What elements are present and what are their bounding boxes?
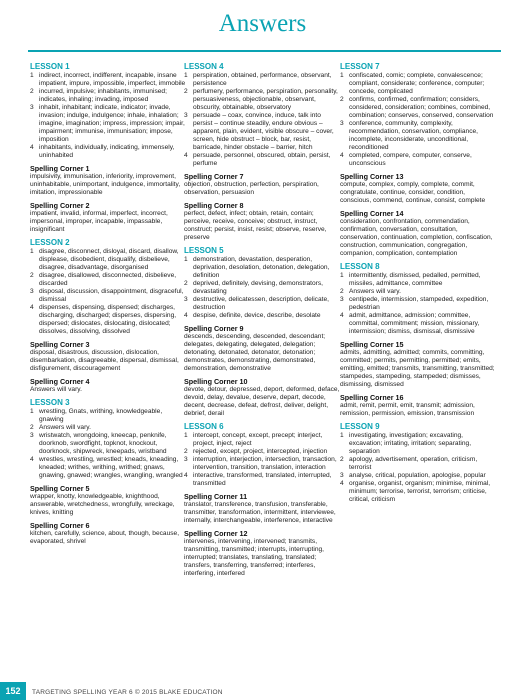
spelling-corner-heading: Spelling Corner 11 — [184, 492, 248, 501]
answer-text: despise, definite, device, describe, desolate — [193, 312, 321, 319]
answer-item — [30, 432, 186, 456]
answer-text: organise, organist, organism; minimise, minimal, minimum; terrorise, terrorist, terrorism; criticise, critical, criticism — [349, 480, 491, 503]
answer-item — [30, 104, 186, 144]
answer-text: disposal, discussion, disappointment, disgraceful, dismissal — [39, 288, 184, 303]
answer-number: 4 — [340, 152, 344, 159]
answer-number: 4 — [30, 144, 34, 151]
answer-item — [184, 256, 340, 280]
spelling-corner-heading: Spelling Corner 15 — [340, 340, 404, 349]
answer-number: 4 — [30, 456, 34, 463]
answer-text: wristwatch, wrongdoing, kneecap, penknife, doorknob, swordfight, topknot, knockout, doorknock, shipwreck, kneepads, wristband — [39, 432, 167, 455]
lesson-heading: LESSON 3 — [30, 398, 70, 407]
answer-item — [184, 472, 340, 488]
answer-item — [340, 120, 496, 152]
answer-text: impatient, invalid, informal, imperfect, incorrect, impersonal, improper, incapable, impassable, insignificant — [30, 210, 168, 233]
answer-item — [30, 144, 186, 160]
answer-text: Answers will vary. — [349, 288, 401, 295]
spelling-corner-heading: Spelling Corner 6 — [30, 521, 90, 530]
answer-text: persuade, personnel, obscured, obtain, persist, perfume — [193, 152, 331, 167]
answer-item — [30, 408, 186, 424]
spelling-corner-heading: Spelling Corner 2 — [30, 201, 90, 210]
answer-item — [340, 72, 496, 96]
answer-item — [30, 456, 186, 480]
answer-item — [184, 88, 340, 112]
spelling-corner-heading: Spelling Corner 5 — [30, 484, 90, 493]
answer-text: descends, descending, descended, descendant; delegates, delegating, delegated, delegation; detonating, detonated, detonator, detonation; demonstrates, demonstrating, demonstrated, demonstration, demonstrative — [184, 333, 326, 372]
answer-text: disagree, disconnect, disloyal, discard, disallow, displease, disobedient, disqualify, disbelieve, disagree, disadvantage, disorganised — [39, 248, 179, 271]
answer-text: rejected, except, project, intercepted, injection — [193, 448, 328, 455]
answer-number: 4 — [184, 152, 188, 159]
answer-number: 4 — [184, 472, 188, 479]
answer-item — [184, 448, 340, 456]
answer-text: Answers will vary. — [30, 386, 82, 393]
answer-number: 3 — [30, 104, 34, 111]
answer-item — [340, 152, 496, 168]
answer-text: compute, complex, comply, complete, commit, congratulate, continue, consider, condition, conscious, commend, continue, consist, complete — [340, 181, 486, 204]
spelling-corner-heading: Spelling Corner 4 — [30, 377, 90, 386]
answer-text: perfumery, performance, perspiration, personality, persuasiveness, objectionable, observant, obscurity, obtainable, observatory — [193, 88, 338, 111]
answer-item — [30, 72, 186, 88]
answer-text: confirms, confirmed, confirmation; considers, considered, consideration; combines, combined, combination; conserves, conserved, conservation — [349, 96, 494, 119]
answer-text: indirect, incorrect, indifferent, incapable, insane impatient, impure, impossible, imperfect, immobile — [39, 72, 186, 87]
answer-text: confiscated, comic; complete, convalescence; compliant, considerate; conference, computer; concede, complicated — [349, 72, 485, 95]
answer-text: perspiration, obtained, performance, observant, persistence — [193, 72, 332, 87]
answer-number: 2 — [340, 96, 344, 103]
answer-item — [184, 280, 340, 296]
answer-text: translator, transference, transfusion, transferable, transmitter, transformation, intermittent, interviewee, internally, interchangeable, interference, interactive — [184, 501, 336, 524]
answer-item — [340, 432, 496, 456]
answer-text: investigating, investigation; excavating, excavation; irritating, irritation; separating, separation — [349, 432, 472, 455]
answer-text: interactive, transformed, translated, interrupted, transmitted — [193, 472, 332, 487]
answer-number: 1 — [340, 272, 344, 279]
answer-item — [340, 288, 496, 296]
lesson-heading: LESSON 9 — [340, 422, 380, 431]
answer-text: perfect, defect, infect; obtain, retain, contain; perceive, receive, conceive; obstruct, instruct, construct; persist, insist, resist; observe, reserve, preserve — [184, 210, 327, 241]
answer-number: 1 — [30, 72, 34, 79]
spelling-corner-heading: Spelling Corner 12 — [184, 529, 248, 538]
answer-text: completed, compere, computer, conserve, unconscious — [349, 152, 472, 167]
answer-text: intermittently, dismissed, pedalled, permitted, missiles, admittance, committee — [349, 272, 481, 287]
answer-text: objection, obstruction, perfection, perspiration, observation, persuasion — [184, 181, 319, 196]
answer-number: 1 — [340, 432, 344, 439]
answer-number: 1 — [30, 408, 34, 415]
page-title: Answers — [218, 10, 307, 37]
answer-text: conference, community, complexity, recommendation, conservation, compliance, incomplete, inconsiderate, unconditional, reconditioned — [349, 120, 479, 151]
answer-number: 3 — [340, 120, 344, 127]
answer-number: 2 — [30, 424, 34, 431]
spelling-corner-heading: Spelling Corner 14 — [340, 209, 404, 218]
answer-item — [184, 296, 340, 312]
answer-text: admits, admitting, admitted; commits, committing, committed; permits, permitting, permitted; emits, emitting, emitted; transmits, transmitting, transmitted; stampedes, stampeding, stampeded; dismisses, dismissing, dismissed — [340, 349, 495, 388]
answer-text: impulsivity, immunisation, inferiority, improvement, uninhabitable, unimportant, indulgence, immortality, imitation, impressionable — [30, 173, 181, 196]
answer-text: consideration, confrontation, commendation, confirmation, conversation, consultation, conservation, continuation, completion, confiscation, construction, communication, congregation, companion, complication, contemplation — [340, 218, 493, 257]
page-number: 152 — [0, 682, 26, 700]
spelling-corner-heading: Spelling Corner 9 — [184, 324, 244, 333]
lesson-heading: LESSON 8 — [340, 262, 380, 271]
answer-text: apology, advertisement, operation, criticism, terrorist — [349, 456, 478, 471]
answer-item — [30, 272, 186, 288]
answer-item — [340, 312, 496, 336]
answer-text: incurred, impulsive; inhabitants, immunised; indicates, inhaling; invading, imposed — [39, 88, 167, 103]
answer-item — [184, 72, 340, 88]
answer-text: wrestles, wrestling, wrestled; kneads, kneading, kneaded; writhes, writhing, writhed; gnaws, gnawing, gnawed; wrangles, wrangling, wrangled — [39, 456, 183, 479]
answer-number: 3 — [184, 112, 188, 119]
answer-item — [30, 248, 186, 272]
answer-number: 1 — [184, 432, 188, 439]
spelling-corner-heading: Spelling Corner 13 — [340, 172, 404, 181]
answer-text: inhabitants, individually, indicating, immensely, uninhabited — [39, 144, 175, 159]
answer-text: persuade – coax, convince, induce, talk into persist – continue steadily, endure obvious – apparent, plain, evident, visible obscure – cover, screen, hide obstruct – block, bar, resist, barricade, hinder obstacle – barrier, hitch — [193, 112, 334, 151]
answer-number: 2 — [30, 272, 34, 279]
answers-column-3 — [340, 62, 496, 504]
answer-number: 2 — [184, 280, 188, 287]
answer-text: disposal, disastrous, discussion, dislocation, disembarkation, disagreeable, dispersal, dismissal, disfigurement, discouragement — [30, 349, 179, 372]
page-footer — [0, 682, 525, 700]
lesson-heading: LESSON 1 — [30, 62, 70, 71]
answer-number: 3 — [30, 288, 34, 295]
answer-number: 1 — [340, 72, 344, 79]
answer-number: 2 — [184, 88, 188, 95]
answer-number: 3 — [340, 296, 344, 303]
answer-item — [30, 288, 186, 304]
answers-column-1 — [30, 62, 186, 546]
answer-number: 3 — [184, 296, 188, 303]
answer-text: intercept, concept, except, precept; interject, project, inject, reject — [193, 432, 323, 447]
spelling-corner-heading: Spelling Corner 7 — [184, 172, 244, 181]
answer-text: wrapper, knotty, knowledgeable, knighthood, answerable, wretchedness, wrongfully, wreckage, knives, knitting — [30, 493, 175, 516]
answer-text: disagree, disallowed, disconnected, disbelieve, discarded — [39, 272, 177, 287]
answer-number: 3 — [184, 456, 188, 463]
answer-item — [184, 456, 340, 472]
answer-text: devote, detour, depressed, deport, deformed, deface, devoid, delay, devalue, deserve, depart, decode, decent, decrease, defeat, defrost, deliver, delight, debrief, derail — [184, 386, 340, 417]
answer-text: centipede, intermission, stampeded, expedition, pedestrian — [349, 296, 489, 311]
answer-text: analyse, critical, population, apologise, popular — [349, 472, 486, 479]
answer-number: 2 — [30, 88, 34, 95]
lesson-heading: LESSON 5 — [184, 246, 224, 255]
answer-text: deprived, definitely, devising, demonstrators, devastating — [193, 280, 323, 295]
answer-item — [30, 304, 186, 336]
answer-number: 1 — [184, 72, 188, 79]
answer-number: 4 — [30, 304, 34, 311]
answer-item — [340, 296, 496, 312]
spelling-corner-heading: Spelling Corner 10 — [184, 377, 248, 386]
answer-number: 2 — [340, 288, 344, 295]
answer-text: admit, admittance, admission; committee, committal, commitment; mission, missionary, intermission; dismiss, dismissal, dismissive — [349, 312, 480, 335]
answer-text: inhabit, inhabitant; indicate, indicator; invade, invasion; indulge, indulgence; inhale, inhalation; imagine, imagination; impress, impression; impair, impairment; immunise, immunisation; impose, imposition — [39, 104, 185, 143]
answer-number: 2 — [340, 456, 344, 463]
lesson-heading: LESSON 6 — [184, 422, 224, 431]
lesson-heading: LESSON 2 — [30, 238, 70, 247]
answer-number: 4 — [184, 312, 188, 319]
answer-item — [30, 88, 186, 104]
answer-text: interruption, interjection, intersection, transaction, intervention, transition, translation, interaction — [193, 456, 337, 471]
answer-item — [340, 456, 496, 472]
lesson-heading: LESSON 4 — [184, 62, 224, 71]
title-divider — [28, 50, 501, 52]
answer-text: intervenes, intervening, intervened; transmits, transmitting, transmitted; interrupts, interrupting, interrupted; translates, translating, translated; transfers, transferring, transferred; interferes, interfering, interfered — [184, 538, 324, 577]
answer-text: dispenses, dispensing, dispensed; discharges, discharging, discharged; disperses, dispersing, dispersed; dislocates, dislocating, dislocated; dissolves, dissolving, dissolved — [39, 304, 177, 335]
answer-item — [30, 424, 186, 432]
answer-text: wrestling, Gnats, writhing, knowledgeable, gnawing — [39, 408, 163, 423]
answer-item — [340, 272, 496, 288]
answer-text: admit, remit, permit, emit, transmit; admission, remission, permission, emission, transmission — [340, 402, 475, 417]
answer-item — [340, 480, 496, 504]
answer-number: 1 — [30, 248, 34, 255]
answer-text: demonstration, devastation, desperation, deprivation, desolation, detonation, delegation, definition — [193, 256, 330, 279]
answer-number: 3 — [30, 432, 34, 439]
answer-item — [340, 472, 496, 480]
lesson-heading: LESSON 7 — [340, 62, 380, 71]
answers-column-2 — [184, 62, 340, 578]
answer-text: destructive, delicatessen, description, delicate, destruction — [193, 296, 329, 311]
answer-text: kitchen, carefully, science, about, though, because, evaporated, shrivel — [30, 530, 180, 545]
answer-number: 1 — [184, 256, 188, 263]
answer-item — [184, 312, 340, 320]
spelling-corner-heading: Spelling Corner 16 — [340, 393, 404, 402]
answer-number: 2 — [184, 448, 188, 455]
answer-number: 3 — [340, 472, 344, 479]
answer-item — [184, 112, 340, 152]
spelling-corner-heading: Spelling Corner 1 — [30, 164, 90, 173]
answer-number: 4 — [340, 480, 344, 487]
answer-item — [184, 152, 340, 168]
spelling-corner-heading: Spelling Corner 3 — [30, 340, 90, 349]
footer-credit: TARGETING SPELLING YEAR 6 © 2015 BLAKE EDUCATION — [32, 689, 223, 696]
spelling-corner-heading: Spelling Corner 8 — [184, 201, 244, 210]
answer-number: 4 — [340, 312, 344, 319]
answer-text: Answers will vary. — [39, 424, 91, 431]
answer-item — [340, 96, 496, 120]
answer-item — [184, 432, 340, 448]
